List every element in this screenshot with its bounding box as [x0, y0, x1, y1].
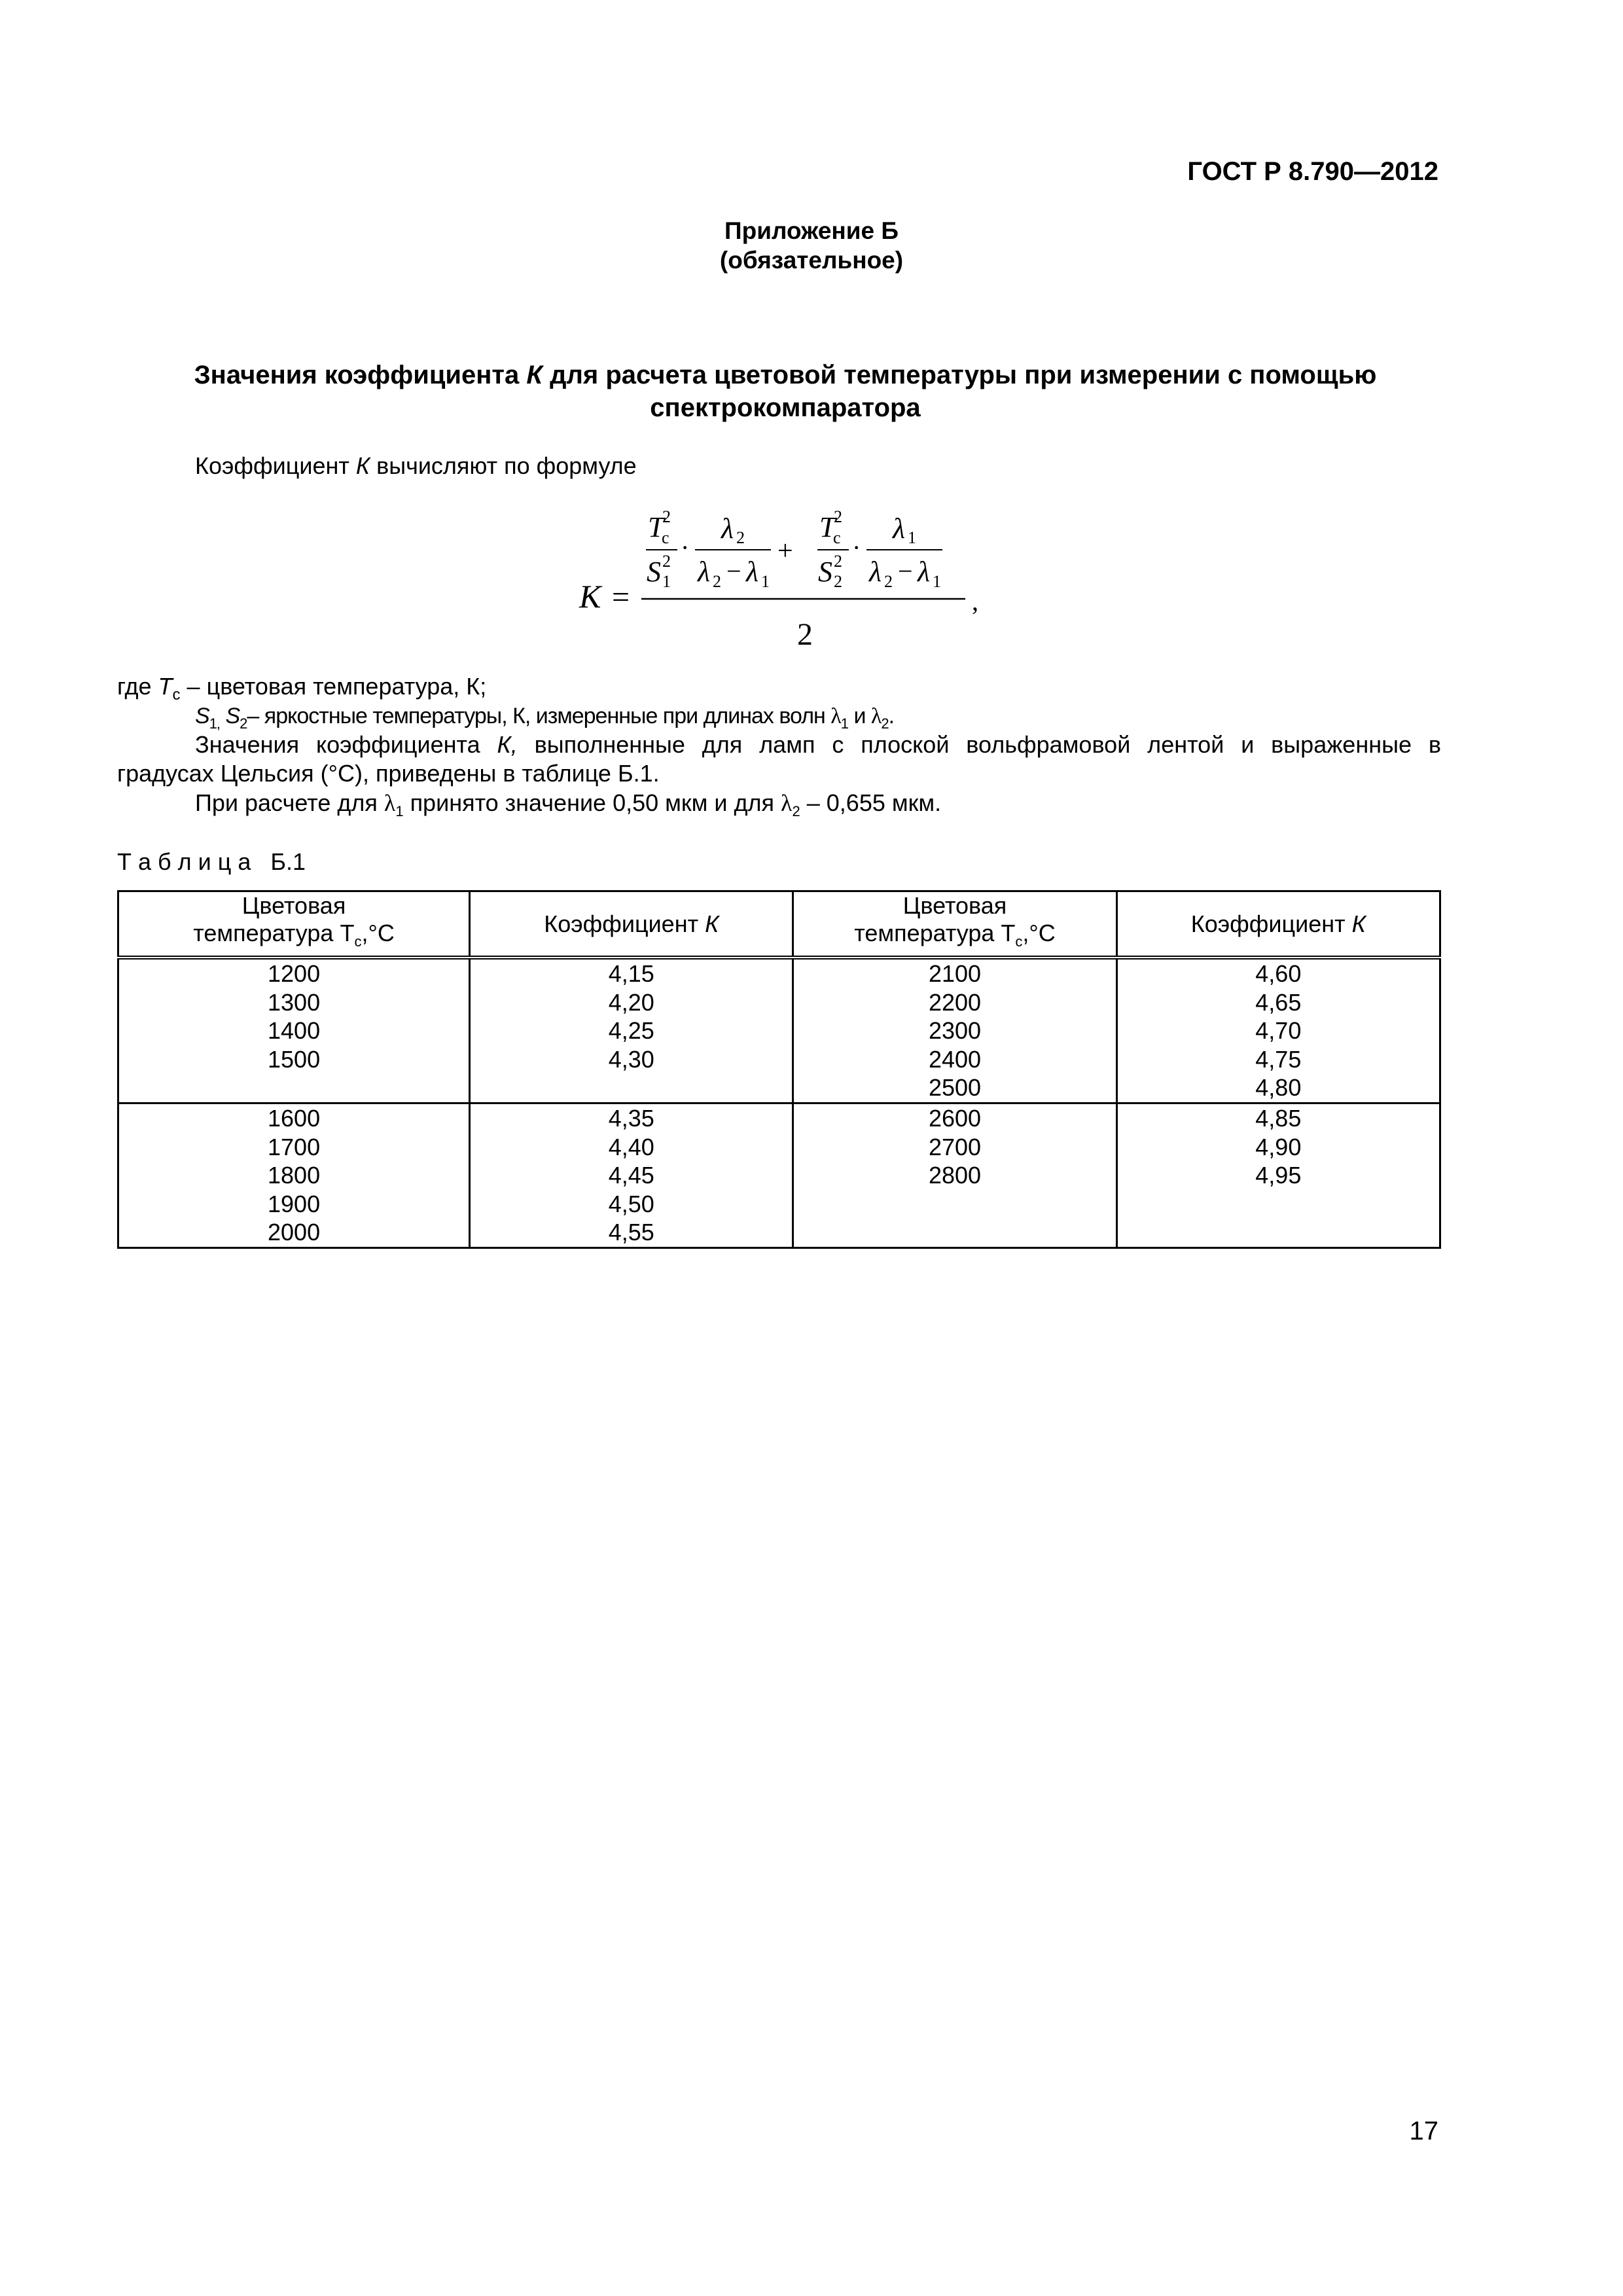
def-s2-sub: 2 — [240, 715, 247, 732]
table-cell: 1500 — [268, 1045, 321, 1073]
header-k-a-text: Коэффициент — [544, 910, 705, 937]
title-text: Значения коэффициента — [194, 361, 527, 389]
appendix-heading — [0, 216, 1623, 275]
coefficient-table — [117, 890, 1441, 1249]
table-cell: 4,90 — [1255, 1133, 1302, 1160]
formula-s1: S — [647, 556, 661, 588]
g2-temp-a — [118, 1103, 470, 1248]
values-paragraph-line-1 — [195, 730, 1441, 759]
table-cell: 4,55 — [608, 1219, 654, 1246]
formula-l1-num: λ — [893, 512, 906, 545]
table-cell: 2800 — [928, 1162, 982, 1189]
formula-s1-sub: 1 — [662, 572, 671, 591]
header-temp-a-text: температура Т — [193, 920, 355, 946]
def-s1-sub: 1, — [209, 715, 221, 732]
def-l2: λ — [870, 704, 882, 728]
table-cell: 4,65 — [1255, 988, 1302, 1016]
table-group-2 — [118, 1103, 1440, 1248]
formula-l2-den: λ — [698, 556, 711, 588]
formula-l2-den-b: λ — [869, 556, 882, 588]
table-cell: 1900 — [268, 1190, 321, 1217]
title-line-2: спектрокомпаратора — [650, 393, 921, 422]
table-cell: 4,30 — [608, 1045, 654, 1073]
intro-before: Коэффициент — [195, 452, 356, 479]
table-cell: 4,15 — [608, 960, 654, 988]
table-cell: 2500 — [928, 1074, 982, 1102]
table-cell: 4,45 — [608, 1162, 654, 1189]
table-cell: 2400 — [928, 1045, 982, 1073]
g2-k-b — [1116, 1103, 1440, 1248]
values-before: Значения коэффициента — [195, 731, 497, 758]
g2-k-a — [470, 1103, 793, 1248]
table-cell: 2300 — [928, 1017, 982, 1045]
formula-l1-den-b: λ — [918, 556, 931, 588]
table-cell: 4,20 — [608, 988, 654, 1016]
formula-comma: , — [972, 586, 978, 616]
table-caption: Т а б л и ц а Б.1 — [117, 848, 306, 875]
header-temperature-b — [793, 891, 1116, 958]
header-temp-a-sub: с — [354, 933, 362, 950]
formula-plus: + — [777, 536, 793, 566]
values-symbol: К, — [497, 731, 518, 758]
formula-l2-num-sub: 2 — [736, 528, 745, 547]
formula-t2: T — [819, 511, 836, 543]
def-and: и — [848, 704, 871, 728]
formula-s2-sup: 2 — [834, 552, 842, 571]
table-cell: 4,60 — [1255, 960, 1302, 988]
formula-t1: T — [648, 511, 664, 543]
appendix-name: Приложение Б — [724, 217, 899, 244]
def-tc-sub: c — [172, 686, 181, 704]
formula-l1-den: λ — [746, 556, 759, 588]
standard-code: ГОСТ Р 8.790—2012 — [1187, 157, 1438, 186]
header-temp-a-line2 — [119, 920, 469, 956]
def-s2: S — [220, 704, 240, 728]
formula-t2-sup: 2 — [834, 507, 842, 526]
header-temp-b-sub: с — [1015, 933, 1023, 950]
table-cell: 1600 — [268, 1105, 321, 1132]
page-number: 17 — [1409, 2117, 1438, 2145]
def-l1-sub: 1 — [840, 715, 849, 732]
table-cell: 4,85 — [1255, 1105, 1302, 1132]
formula-minus-2: − — [898, 556, 913, 586]
g1-temp-a — [118, 958, 470, 1103]
intro-after: вычисляют по формуле — [370, 452, 637, 479]
formula-l2-den-b-sub: 2 — [884, 572, 893, 591]
header-temp-b-unit: ,°С — [1022, 920, 1056, 946]
formula-l1-num-sub: 1 — [908, 528, 916, 547]
formula-l1-den-sub: 1 — [761, 572, 770, 591]
g1-k-b — [1116, 958, 1440, 1103]
header-temp-b-text: температура Т — [854, 920, 1016, 946]
header-temp-b-line1: Цветовая — [902, 892, 1007, 919]
header-coefficient-b — [1116, 891, 1440, 958]
header-coefficient-a — [470, 891, 793, 958]
title-line-1 — [118, 359, 1453, 391]
def-s1: S — [195, 704, 209, 728]
table-cell: 2200 — [928, 988, 982, 1016]
formula-l1-den-b-sub: 1 — [933, 572, 941, 591]
table-cell: 4,95 — [1255, 1162, 1302, 1189]
lambda-before: При расчете для — [195, 789, 384, 816]
intro-text — [195, 452, 637, 480]
def-l2-sub: 2 — [881, 715, 889, 732]
table-cell: 2600 — [928, 1105, 982, 1132]
formula-s2-sub: 2 — [834, 572, 842, 591]
header-k-a-symbol: К — [705, 910, 719, 937]
def-l1: λ — [830, 704, 841, 728]
header-k-b-text: Коэффициент — [1190, 910, 1352, 937]
appendix-type: (обязательное) — [719, 247, 904, 274]
title-symbol: К — [526, 361, 543, 389]
def-end: . — [888, 704, 895, 728]
values-after: выполненные для ламп с плоской вольфрамовой лентой и выраженные в — [517, 731, 1441, 758]
table-cell: 4,75 — [1255, 1045, 1302, 1073]
formula-l2-den-sub: 2 — [713, 572, 721, 591]
lambda-l1: λ — [383, 790, 396, 816]
intro-symbol: К — [355, 452, 370, 479]
lambda-l2: λ — [781, 790, 793, 816]
header-temp-b-line2 — [794, 920, 1115, 956]
table-cell: 4,50 — [608, 1190, 654, 1217]
table-cell: 4,25 — [608, 1017, 654, 1045]
def-tc-text: – цветовая температура, К; — [180, 673, 487, 700]
table-cell: 1700 — [268, 1133, 321, 1160]
table-header-row — [118, 891, 1440, 958]
def-tc-symbol: T — [158, 673, 173, 700]
title-text-rest: для расчета цветовой температуры при измерении с помощью — [542, 361, 1377, 389]
formula-l2-num: λ — [721, 512, 734, 545]
formula-t1-sub: c — [662, 528, 669, 547]
formula-s1-sup: 2 — [662, 552, 671, 571]
formula-t2-sub: c — [833, 528, 841, 547]
formula — [569, 504, 988, 655]
table-cell: 1400 — [268, 1017, 321, 1045]
table-cell: 1200 — [268, 960, 321, 988]
g1-k-a — [470, 958, 793, 1103]
table-cell: 4,40 — [608, 1133, 654, 1160]
table-cell: 4,70 — [1255, 1017, 1302, 1045]
formula-dot-1: · — [681, 533, 690, 562]
values-paragraph-line-2: градусах Цельсия (°С), приведены в таблице Б.1. — [117, 760, 660, 787]
g1-temp-b — [793, 958, 1116, 1103]
header-temperature-a — [118, 891, 470, 958]
table-cell: 2700 — [928, 1133, 982, 1160]
table-cell: 4,80 — [1255, 1074, 1302, 1102]
lambda-l1-sub: 1 — [395, 803, 404, 820]
lambda-paragraph — [195, 789, 941, 826]
table-cell: 2100 — [928, 960, 982, 988]
table-group-1 — [118, 958, 1440, 1103]
table-cell: 2000 — [268, 1219, 321, 1246]
def-where: где — [117, 673, 158, 700]
formula-s2: S — [818, 556, 832, 588]
lambda-mid: принято значение 0,50 мкм и для — [403, 789, 781, 816]
header-temp-a-line1: Цветовая — [241, 892, 346, 919]
g2-temp-b — [793, 1103, 1116, 1248]
table-cell: 1800 — [268, 1162, 321, 1189]
formula-lhs: K — [579, 578, 601, 615]
page-title — [118, 359, 1453, 424]
header-temp-a-unit: ,°С — [361, 920, 395, 946]
formula-svg — [569, 504, 988, 655]
table-cell: 1300 — [268, 988, 321, 1016]
header-k-b-symbol: К — [1351, 910, 1366, 937]
formula-dot-2: · — [852, 533, 861, 562]
lambda-l2-sub: 2 — [792, 803, 800, 820]
formula-minus-1: − — [726, 556, 741, 586]
formula-t1-sup: 2 — [662, 507, 671, 526]
formula-equals: = — [612, 580, 630, 615]
def-s-text: – яркостные температуры, К, измеренные при длинах волн — [247, 704, 831, 728]
formula-denominator: 2 — [797, 617, 813, 652]
table-cell: 4,35 — [608, 1105, 654, 1132]
lambda-after: – 0,655 мкм. — [800, 789, 942, 816]
